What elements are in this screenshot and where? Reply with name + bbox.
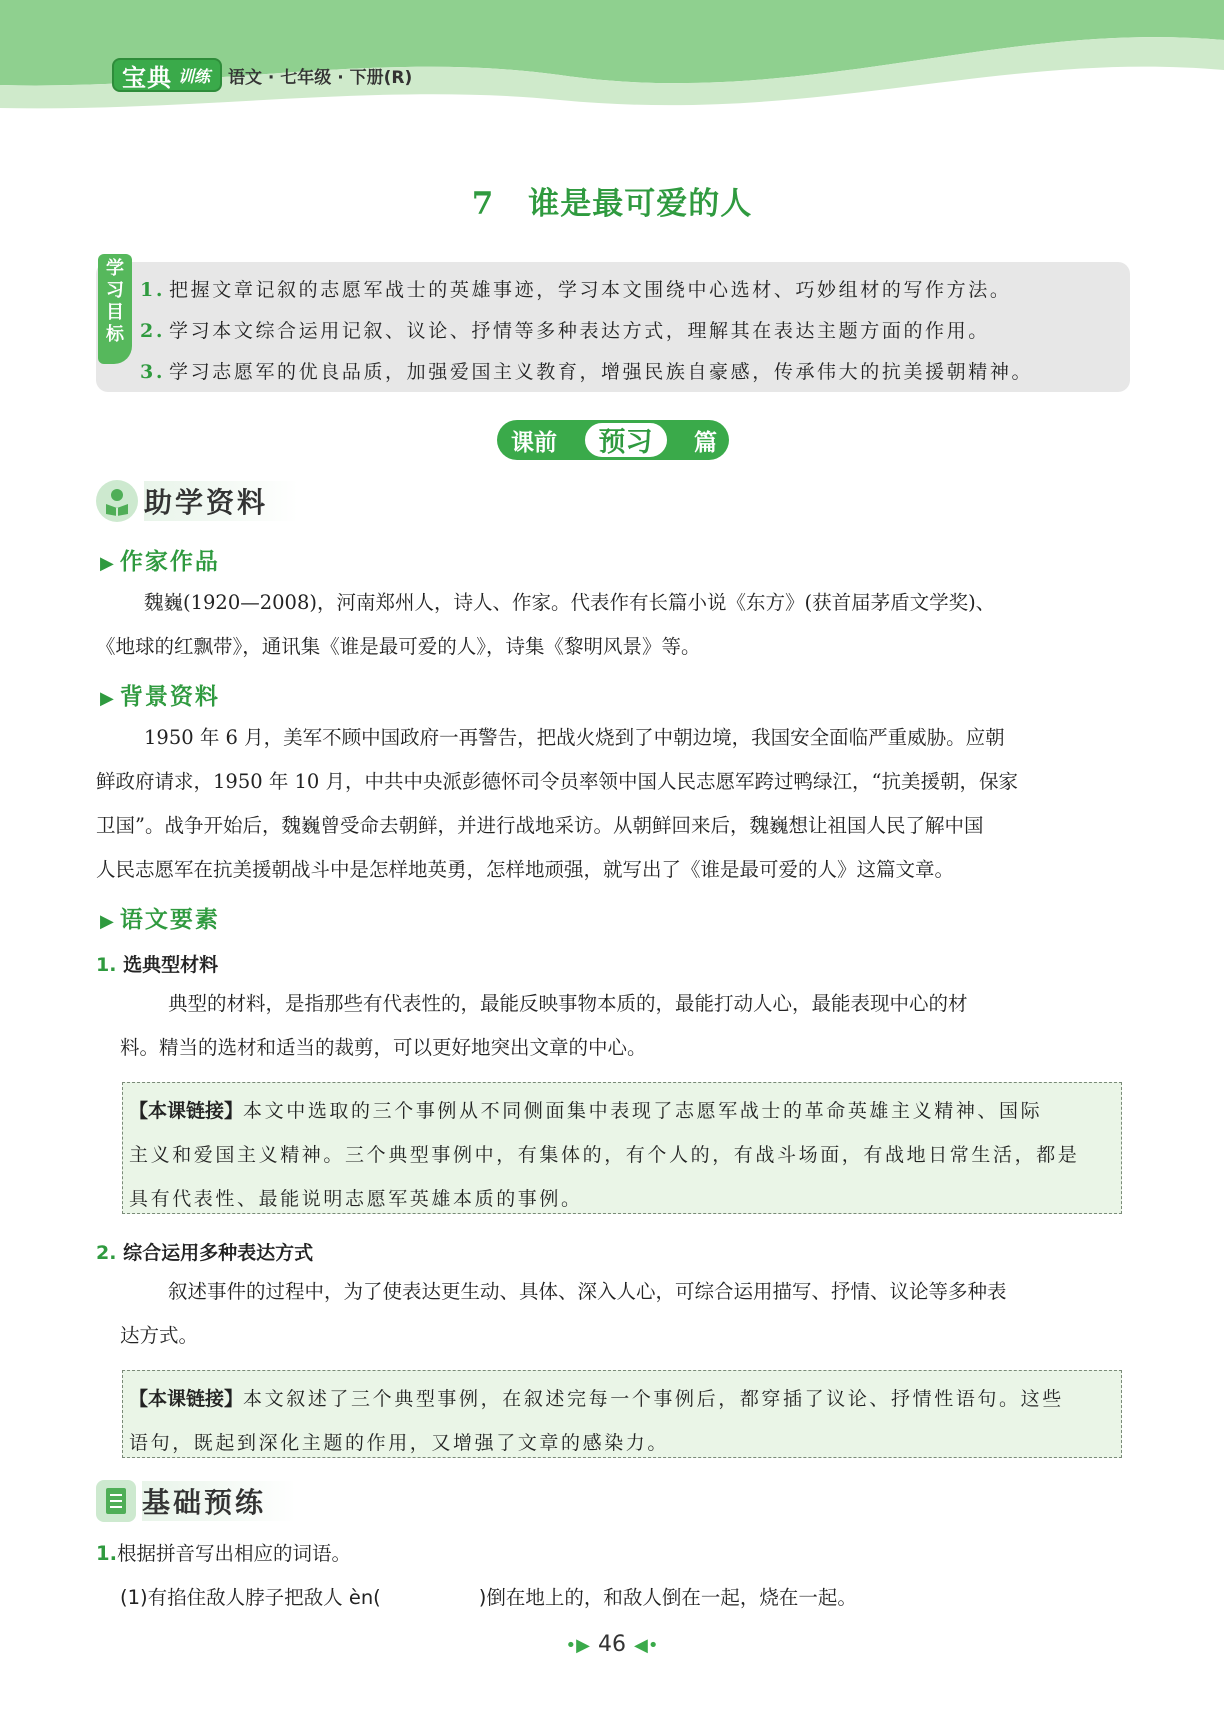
item-title: 综合运用多种表达方式 bbox=[123, 1242, 314, 1264]
learning-goals-list bbox=[140, 270, 1120, 393]
page-number: 46 bbox=[598, 1632, 626, 1657]
lesson-link-box-2 bbox=[122, 1370, 1122, 1458]
element-item-2-heading bbox=[96, 1238, 313, 1265]
triangle-right-icon: ▶ bbox=[100, 688, 116, 709]
brand-logo bbox=[112, 58, 222, 92]
paragraph-line: 达方式。 bbox=[120, 1324, 199, 1347]
subitem-text-before: (1)有掐住敌人脖子把敌人 èn( bbox=[120, 1586, 381, 1609]
element-item-1-paragraph bbox=[120, 982, 1130, 1070]
goal-item bbox=[140, 352, 1120, 393]
paragraph-line: 魏巍(1920—2008)，河南郑州人，诗人、作家。代表作有长篇小说《东方》(获首届茅盾文学奖)、 bbox=[144, 591, 996, 614]
header-brand bbox=[112, 58, 412, 92]
badge-left: 课前 bbox=[511, 429, 557, 456]
paragraph-line: 叙述事件的过程中，为了使表达更生动、具体、深入人心，可综合运用描写、抒情、议论等多种表 bbox=[168, 1280, 1007, 1303]
goals-tab-char: 目 bbox=[106, 302, 124, 323]
goal-number: 3. bbox=[140, 361, 166, 383]
link-line bbox=[129, 1377, 1117, 1421]
item-number: 2. bbox=[96, 1242, 117, 1264]
goals-tab-char: 习 bbox=[106, 280, 124, 301]
badge-right: 篇 bbox=[694, 429, 717, 456]
notebook-icon bbox=[96, 1480, 136, 1522]
language-elements-heading bbox=[100, 901, 220, 934]
paragraph-line: 料。精当的选材和适当的裁剪，可以更好地突出文章的中心。 bbox=[120, 1036, 647, 1059]
arrow-right-decoration-icon: •▶ bbox=[565, 1635, 590, 1656]
goal-text: 学习本文综合运用记叙、议论、抒情等多种表达方式，理解其在表达主题方面的作用。 bbox=[169, 320, 990, 342]
goal-number: 2. bbox=[140, 320, 166, 342]
lesson-title bbox=[0, 178, 1224, 223]
author-works-paragraph bbox=[96, 581, 1136, 669]
link-line: 具有代表性、最能说明志愿军英雄本质的事例。 bbox=[129, 1188, 583, 1210]
paragraph-line: 《地球的红飘带》，通讯集《谁是最可爱的人》，诗集《黎明风景》等。 bbox=[96, 635, 701, 658]
background-heading-text: 背景资料 bbox=[119, 684, 220, 710]
question-text: 根据拼音写出相应的词语。 bbox=[116, 1542, 351, 1565]
background-heading bbox=[100, 678, 220, 711]
book-info: 语文 · 七年级 · 下册(R) bbox=[228, 67, 413, 88]
lesson-title-text: 谁是最可爱的人 bbox=[528, 186, 753, 222]
link-text: 本文中选取的三个事例从不同侧面集中表现了志愿军战士的革命英雄主义精神、国际 bbox=[243, 1100, 1043, 1122]
question-number: 1. bbox=[96, 1542, 117, 1565]
author-works-heading-text: 作家作品 bbox=[119, 549, 220, 575]
question-line bbox=[96, 1532, 1136, 1576]
goal-item bbox=[140, 311, 1120, 352]
triangle-right-icon: ▶ bbox=[100, 911, 116, 932]
study-aid-title: 助学资料 bbox=[144, 481, 298, 521]
item-title: 选典型材料 bbox=[123, 954, 219, 976]
link-line: 语句，既起到深化主题的作用，又增强了文章的感染力。 bbox=[129, 1432, 670, 1454]
paragraph-line: 卫国”。战争开始后，魏巍曾受命去朝鲜，并进行战地采访。从朝鲜回来后，魏巍想让祖国人民了解中国 bbox=[96, 814, 984, 837]
practice-header bbox=[96, 1480, 296, 1522]
practice-title: 基础预练 bbox=[142, 1481, 296, 1521]
author-works-heading bbox=[100, 543, 220, 576]
page-footer bbox=[0, 1632, 1224, 1657]
study-aid-header bbox=[96, 480, 298, 522]
subitem-text-after: )倒在地上的，和敌人倒在一起，烧在一起。 bbox=[478, 1586, 857, 1609]
question-subitem-1 bbox=[96, 1576, 1136, 1620]
lesson-link-box-1 bbox=[122, 1082, 1122, 1214]
element-item-1-heading bbox=[96, 950, 218, 977]
arrow-left-decoration-icon: ◀• bbox=[634, 1635, 659, 1656]
logo-sub-text: 训练 bbox=[178, 66, 211, 86]
lesson-number: 7 bbox=[471, 186, 495, 222]
link-line bbox=[129, 1089, 1117, 1133]
paragraph-line: 人民志愿军在抗美援朝战斗中是怎样地英勇，怎样地顽强，就写出了《谁是最可爱的人》这篇文章。 bbox=[96, 858, 955, 881]
paragraph-line: 1950 年 6 月，美军不顾中国政府一再警告，把战火烧到了中朝边境，我国安全面临严重威胁。应朝 bbox=[144, 726, 1005, 749]
goal-text: 把握文章记叙的志愿军战士的英雄事迹，学习本文围绕中心选材、巧妙组材的写作方法。 bbox=[169, 279, 1012, 301]
paragraph-line: 鲜政府请求，1950 年 10 月，中共中央派彭德怀司令员率领中国人民志愿军跨过鸭绿江，“抗美援朝，保家 bbox=[96, 770, 1019, 793]
link-tag: 【本课链接】 bbox=[129, 1100, 244, 1122]
link-tag: 【本课链接】 bbox=[129, 1388, 244, 1410]
link-text: 本文叙述了三个典型事例，在叙述完每一个事例后，都穿插了议论、抒情性语句。这些 bbox=[243, 1388, 1064, 1410]
paragraph-line: 典型的材料，是指那些有代表性的，最能反映事物本质的，最能打动人心，最能表现中心的材 bbox=[168, 992, 968, 1015]
link-line: 主义和爱国主义精神。三个典型事例中，有集体的，有个人的，有战斗场面，有战地日常生活，都是 bbox=[129, 1144, 1080, 1166]
item-number: 1. bbox=[96, 954, 117, 976]
language-elements-heading-text: 语文要素 bbox=[119, 907, 220, 933]
reader-icon bbox=[96, 480, 138, 522]
learning-goals-tab bbox=[98, 254, 132, 364]
goal-item bbox=[140, 270, 1120, 311]
goal-number: 1. bbox=[140, 279, 166, 301]
preview-section-badge bbox=[497, 420, 729, 460]
goal-text: 学习志愿军的优良品质，加强爱国主义教育，增强民族自豪感，传承伟大的抗美援朝精神。 bbox=[169, 361, 1034, 383]
triangle-right-icon: ▶ bbox=[100, 553, 116, 574]
goals-tab-char: 标 bbox=[106, 324, 124, 345]
logo-main-text: 宝典 bbox=[122, 63, 172, 92]
goals-tab-char: 学 bbox=[106, 258, 124, 279]
element-item-2-paragraph bbox=[120, 1270, 1130, 1358]
practice-question-1 bbox=[96, 1532, 1136, 1620]
badge-middle: 预习 bbox=[582, 420, 670, 460]
background-paragraph bbox=[96, 716, 1136, 892]
